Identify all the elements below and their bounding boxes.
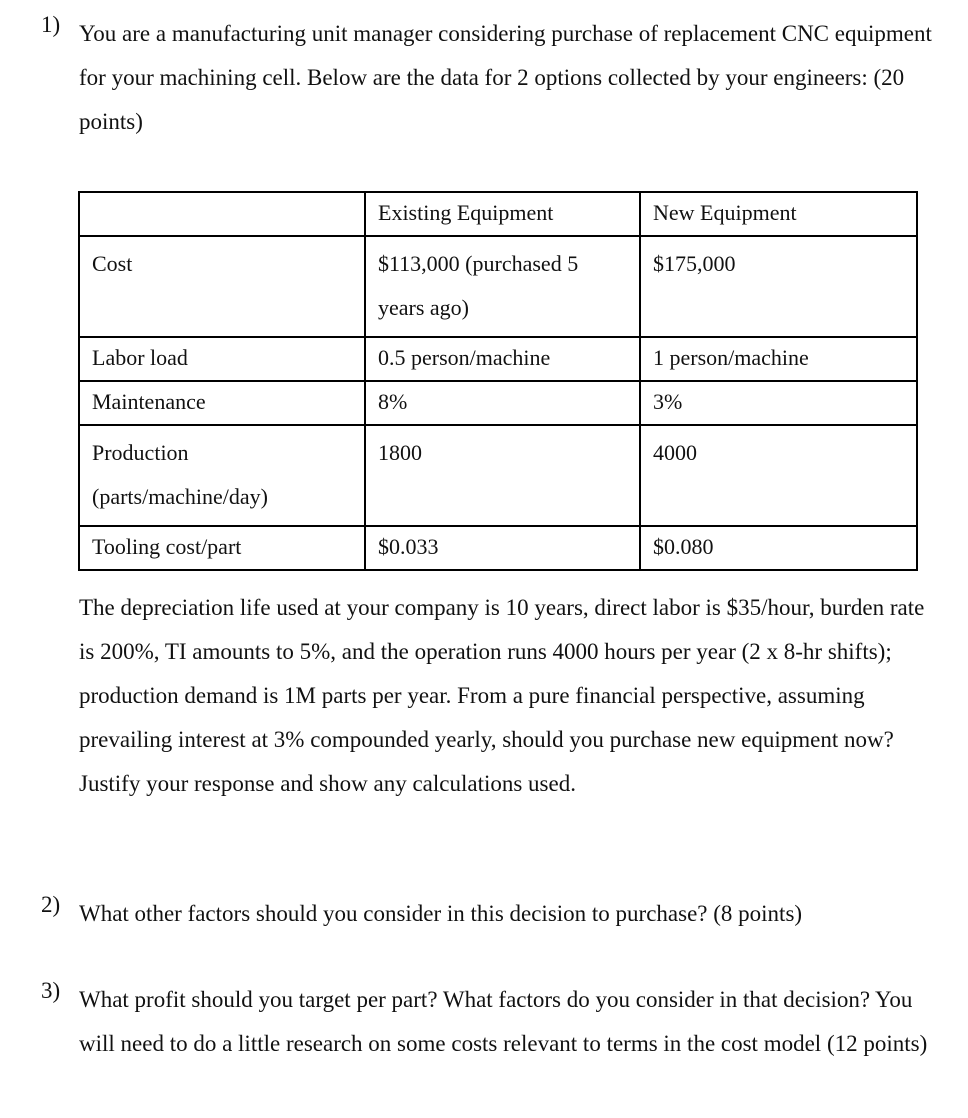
row-label: Maintenance — [79, 381, 365, 425]
existing-value: 0.5 person/machine — [365, 337, 640, 381]
row-label: Cost — [79, 236, 365, 337]
row-label: Production (parts/machine/day) — [79, 425, 365, 526]
table-header-row — [79, 192, 917, 236]
table-row-tooling-cost — [79, 526, 917, 570]
question-3-number: 3) — [41, 978, 61, 1003]
table-row-maintenance — [79, 381, 917, 425]
new-value: 4000 — [640, 425, 917, 526]
new-value: $175,000 — [640, 236, 917, 337]
equipment-comparison-table — [78, 191, 918, 571]
table-row-labor-load — [79, 337, 917, 381]
existing-value: 1800 — [365, 425, 640, 526]
header-cell-new: New Equipment — [640, 192, 917, 236]
new-value: 1 person/machine — [640, 337, 917, 381]
question-1-paragraph: The depreciation life used at your company is 10 years, direct labor is $35/hour, burden rate is 200%, TI amounts to 5%, and the operation runs 4000 hours per year (2 x 8-hr shifts); production demand is 1M parts per year. From a pure financial perspective, assuming prevailing interest at 3% compounded yearly, should you purchase new equipment now? Justify your response and show any calculations used. — [79, 595, 925, 796]
question-1-number: 1) — [41, 12, 61, 37]
question-2-number: 2) — [41, 892, 61, 917]
new-value: 3% — [640, 381, 917, 425]
question-2-text: What other factors should you consider in this decision to purchase? (8 points) — [79, 901, 803, 926]
row-label: Labor load — [79, 337, 365, 381]
header-cell-existing: Existing Equipment — [365, 192, 640, 236]
new-value: $0.080 — [640, 526, 917, 570]
table-row-cost — [79, 236, 917, 337]
question-3-text: What profit should you target per part? What factors do you consider in that decision? You will need to do a little research on some costs relevant to terms in the cost model (12 points) — [79, 987, 928, 1056]
header-cell-empty — [79, 192, 365, 236]
existing-value: $113,000 (purchased 5 years ago) — [365, 236, 640, 337]
existing-value: 8% — [365, 381, 640, 425]
question-1-text: You are a manufacturing unit manager considering purchase of replacement CNC equipment for your machining cell. Below are the data for 2 options collected by your engineers: (20 points) — [79, 21, 932, 134]
existing-value: $0.033 — [365, 526, 640, 570]
row-label: Tooling cost/part — [79, 526, 365, 570]
table-row-production — [79, 425, 917, 526]
